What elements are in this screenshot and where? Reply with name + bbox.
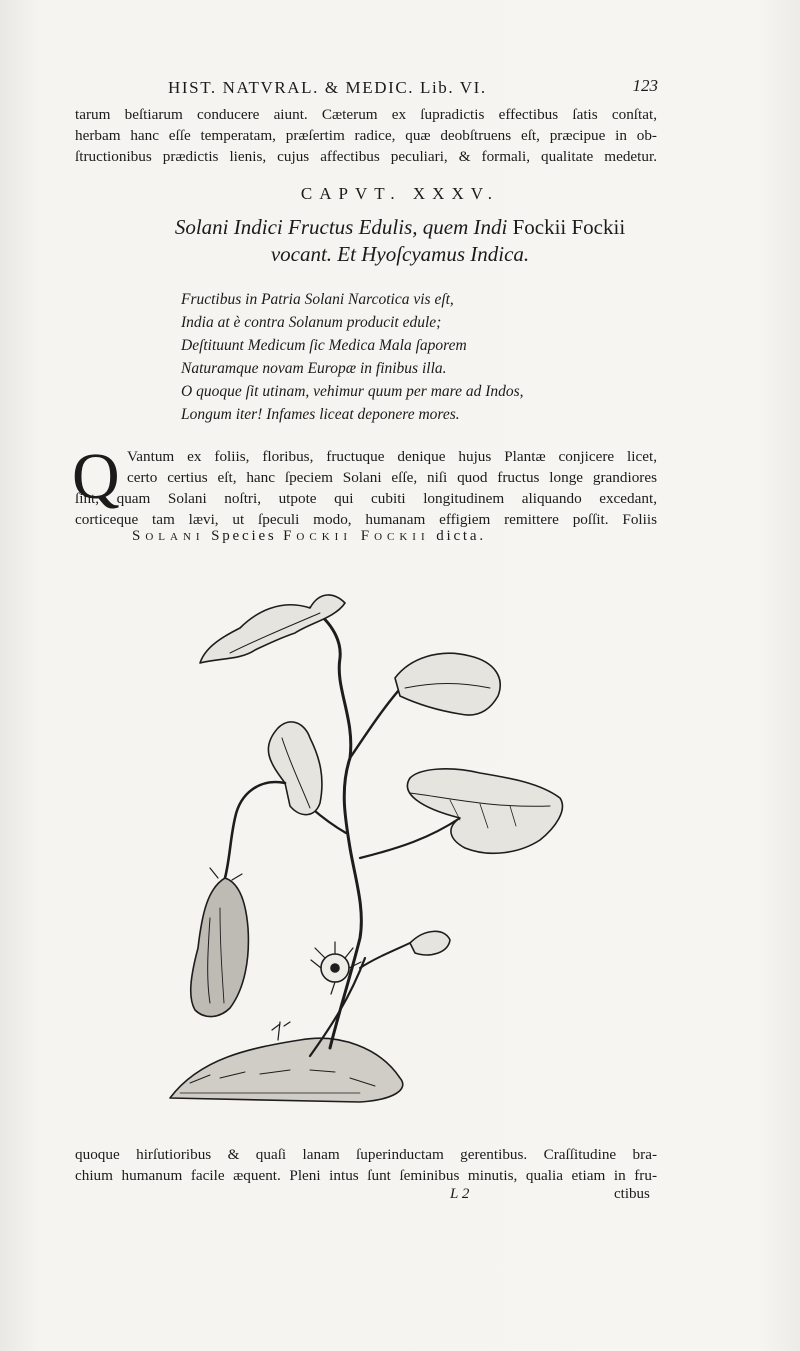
signature-mark: L 2 xyxy=(450,1186,470,1202)
text-line: corticeque tam lævi, ut ſpeculi modo, humanam effigiem remittere poſſit. Foliis xyxy=(75,511,657,528)
text-line: quoque hirſutioribus & quaſi lanam ſuperinductam gerentibus. Craſſitudine bra- xyxy=(75,1146,657,1163)
running-header xyxy=(168,78,658,98)
bottom-paragraph xyxy=(75,1144,657,1186)
title-line1-italic: Solani Indici Fructus Edulis, quem Indi xyxy=(174,215,513,239)
caption-part: Fockii Fockii xyxy=(283,528,430,544)
verse-epigram xyxy=(181,288,524,426)
text-line: certo certius eſt, hanc ſpeciem Solani eſſe, niſi quod fructus longe grandiores xyxy=(127,469,657,486)
body-paragraph xyxy=(75,446,657,530)
chapter-heading: CAPVT. XXXV. xyxy=(300,184,500,203)
text-line: herbam hanc eſſe temperatam, præſertim radice, quæ deobſtruens eſt, præcipue in ob- xyxy=(75,127,657,144)
text-line: Vantum ex foliis, floribus, fructuque denique hujus Plantæ conjicere licet, xyxy=(127,448,657,465)
verse-line: Fructibus in Patria Solani Narcotica vis eſt, xyxy=(181,291,454,308)
text-line: chium humanum facile æquent. Pleni intus ſunt ſeminibus minutis, qualia etiam in fru- xyxy=(75,1167,657,1184)
verse-line: Longum iter! Infames liceat deponere mores. xyxy=(181,406,460,423)
title-line2: vocant. Et Hyoſcyamus Indica. xyxy=(270,242,530,266)
text-line: ſint, quam Solani noſtri, utpote qui cubiti longitudinem aliquando excedant, xyxy=(75,490,657,507)
verse-line: Naturamque novam Europæ in finibus illa. xyxy=(181,360,447,377)
page-number: 123 xyxy=(632,76,658,95)
caption-part: Species xyxy=(204,528,284,544)
chapter-title xyxy=(0,214,800,268)
text-line: tarum beſtiarum conducere aiunt. Cæterum ex ſupradictis effectibus ſatis conſtat, xyxy=(75,106,657,123)
caption-part: dicta. xyxy=(429,528,486,544)
catchword: ctibus xyxy=(614,1186,650,1202)
running-title: HIST. NATVRAL. & MEDIC. Lib. VI. xyxy=(168,78,487,97)
verse-line: O quoque ſit utinam, vehimur quum per mare ad Indos, xyxy=(181,383,524,400)
figure-caption xyxy=(132,528,486,545)
top-paragraph xyxy=(75,104,657,167)
eggplant-woodcut-illustration xyxy=(160,578,580,1123)
title-line1-roman: Fockii Fockii xyxy=(512,215,626,239)
verse-line: Deſtituunt Medicum ſic Medica Mala ſaporem xyxy=(181,337,467,354)
drop-cap: Q xyxy=(72,440,120,513)
verse-line: India at è contra Solanum producit edule; xyxy=(181,314,442,331)
text-line: ſtructionibus prædictis lienis, cujus affectibus peculiari, & formali, qualitate medetur. xyxy=(75,148,657,165)
caption-part: Solani xyxy=(132,528,205,544)
